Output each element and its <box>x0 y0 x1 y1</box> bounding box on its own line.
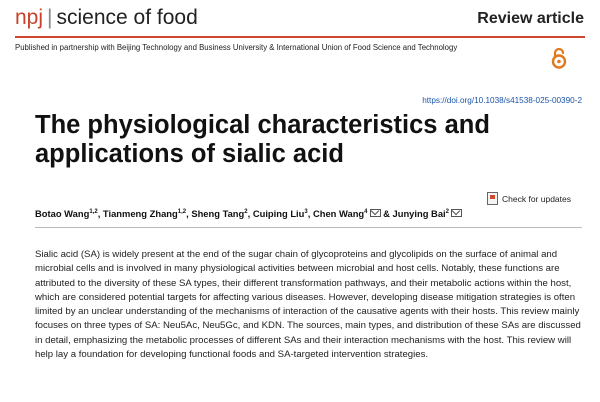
journal-npj: npj <box>15 6 44 29</box>
header-rule <box>15 36 585 38</box>
email-icon[interactable] <box>370 209 381 217</box>
author-name[interactable]: Cuiping Liu <box>252 208 305 219</box>
article-title: The physiological characteristics and applications of sialic acid <box>35 111 490 168</box>
author-name[interactable]: Junying Bai <box>392 208 446 219</box>
author-affiliation: 3 <box>304 208 308 215</box>
article-type-label: Review article <box>477 10 584 27</box>
check-updates-label: Check for updates <box>502 193 571 204</box>
author-affiliation: 2 <box>244 208 248 215</box>
divider <box>35 227 582 228</box>
author-name[interactable]: Tianmeng Zhang <box>102 208 178 219</box>
author-name[interactable]: Botao Wang <box>35 208 90 219</box>
journal-title: science of food <box>56 6 198 29</box>
doi-link[interactable]: https://doi.org/10.1038/s41538-025-00390-2 <box>422 96 582 105</box>
author-affiliation: 1,2 <box>89 208 98 215</box>
journal-separator: | <box>47 6 53 29</box>
author-name[interactable]: Chen Wang <box>312 208 365 219</box>
journal-name[interactable] <box>15 6 198 30</box>
author-name[interactable]: Sheng Tang <box>191 208 245 219</box>
abstract-text: Sialic acid (SA) is widely present at the end of the sugar chain of glycoproteins and glycolipids on the surface of animal and microbial cells and is involved in many physiological activities between microbial and host cells. Notably, these functions are attributed to the diversity of these SA types, their different transformation pathways, and their metabolic actions within the host, which are considered potential targets for affecting various diseases. However, developing disease mitigation strategies is often limited by an unclear understanding of the mechanisms of interaction of the causative agents with their hosts. This review mainly focuses on three types of SA: Neu5Ac, Neu5Gc, and KDN. The sources, main types, and distribution of these SAs are discussed in detail, emphasizing the metabolic processes of different SAs and their interaction mechanisms with the host. This review will help lay a foundation for developing functional foods and SA-targeted intervention strategies. <box>35 249 581 361</box>
check-updates-icon <box>487 192 498 205</box>
check-for-updates-button[interactable] <box>487 192 571 205</box>
open-access-lock-icon[interactable] <box>548 47 570 69</box>
partnership-line: Published in partnership with Beijing Technology and Business University & International Union of Food Science and Technology <box>15 43 458 52</box>
email-icon[interactable] <box>451 209 462 217</box>
author-list: Botao Wang$^{1,2}$, Tianmeng Zhang$^{1,2}$, Sheng Tang$^2$, Cuiping Liu$^3$, Chen Wang$^4$ & Junying Bai$^2$ <box>35 208 462 219</box>
author-affiliation: 4 <box>364 208 368 215</box>
author-affiliation: 1,2 <box>177 208 187 215</box>
author-affiliation: 2 <box>445 208 449 215</box>
